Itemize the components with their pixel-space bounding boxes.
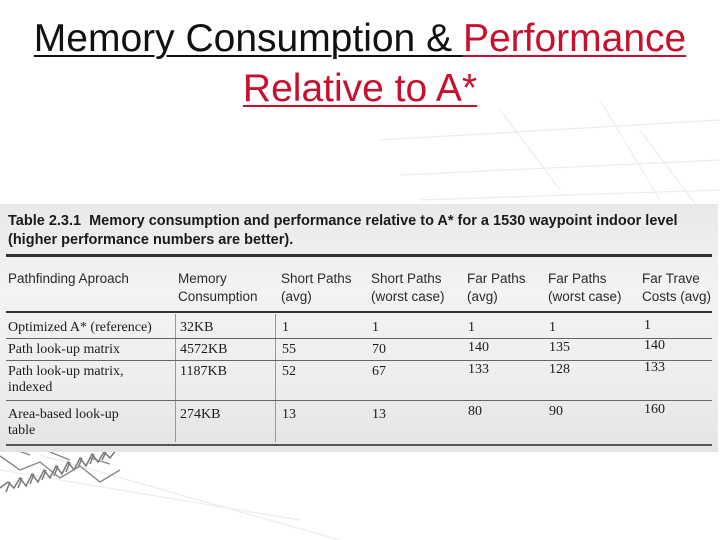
table-bottom-rule [6,444,712,446]
column-divider [275,314,276,442]
table-cell-short-avg: 13 [282,407,296,422]
slide-title [0,14,720,114]
table-header-rule [6,311,712,313]
table-cell-memory: 32KB [180,320,214,335]
table-cell-approach: Optimized A* (reference) [8,320,152,335]
table-caption-text: Memory consumption and performance relative to A* for a 1530 waypoint indoor level (higher performance numbers are better). [8,213,678,248]
table-header-approach: Pathfinding Aproach [8,271,129,286]
table-cell-memory: 1187KB [180,364,227,379]
table-cell-approach: Path look-up matrix, indexed [8,364,124,395]
table-cell-far-travel: 160 [644,402,665,417]
table-cell-short-worst: 1 [372,320,379,335]
table-cell-short-avg: 55 [282,342,296,357]
table-caption [8,212,708,250]
table-header-far-avg: Far Paths (avg) [467,271,526,304]
table-cell-far-worst: 1 [549,320,556,335]
table-cell-far-travel: 1 [644,318,651,333]
table-cell-short-worst: 70 [372,342,386,357]
table-cell-far-avg: 80 [468,404,482,419]
table-row-rule [6,360,712,361]
table-cell-approach: Area-based look-up table [8,407,119,438]
table-header-short-worst: Short Paths (worst case) [371,271,445,304]
table-cell-far-worst: 135 [549,340,570,355]
table-cell-memory: 4572KB [180,342,228,357]
table-caption-number: Table 2.3.1 [8,213,82,229]
table-header-memory: Memory Consumption [178,271,258,304]
table-row-rule [6,400,712,401]
table-cell-far-worst: 90 [549,404,563,419]
table-cell-far-avg: 1 [468,320,475,335]
scanned-table-image [0,204,718,452]
table-cell-far-avg: 140 [468,340,489,355]
table-row-rule [6,338,712,339]
title-part-red: Performance [462,17,687,60]
table-cell-far-travel: 140 [644,338,665,353]
table-cell-approach: Path look-up matrix [8,342,120,357]
table-header-far-worst: Far Paths (worst case) [548,271,622,304]
column-divider [175,314,176,442]
table-cell-short-avg: 52 [282,364,296,379]
table-cell-short-avg: 1 [282,320,289,335]
table-cell-far-avg: 133 [468,362,489,377]
table-cell-short-worst: 13 [372,407,386,422]
table-header-short-avg: Short Paths (avg) [281,271,352,304]
table-header-far-travel: Far Trave Costs (avg) [642,271,712,304]
table-cell-far-worst: 128 [549,362,570,377]
table-cell-far-travel: 133 [644,360,665,375]
table-cell-memory: 274KB [180,407,221,422]
title-part-black: Memory Consumption & [33,17,463,60]
table-cell-short-worst: 67 [372,364,386,379]
table-top-rule [6,254,712,257]
title-line-2: Relative to A* [242,67,478,110]
